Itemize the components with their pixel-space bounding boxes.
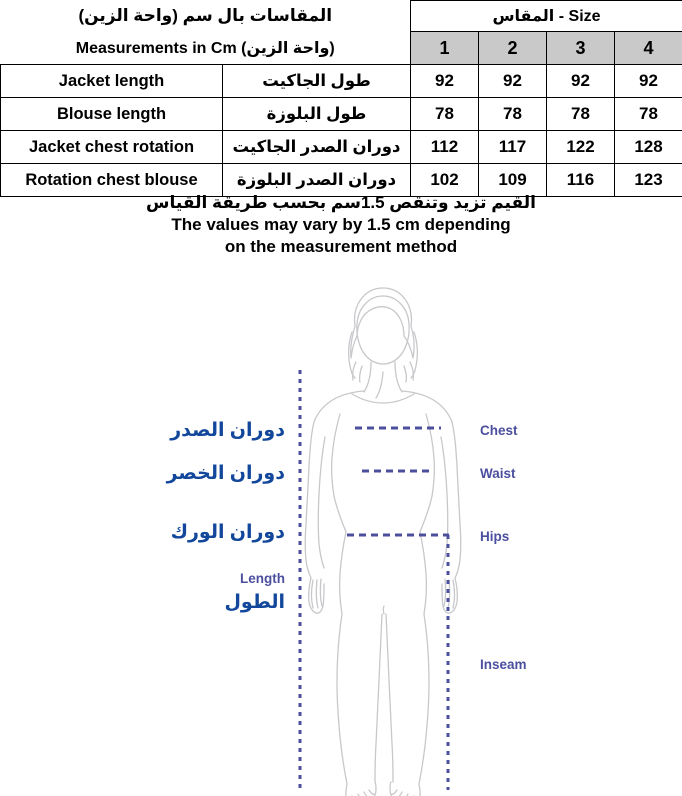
measurement-value: 123 [615, 164, 682, 197]
neck-shadow [376, 372, 383, 398]
leg-right-inner [386, 614, 393, 782]
label-chest-arabic: دوران الصدر [170, 420, 285, 441]
hair-tip-right [404, 362, 413, 382]
row-label-english: Rotation chest blouse [1, 164, 223, 197]
size-column-header-2: 2 [479, 32, 547, 65]
waist-right-curve [420, 414, 434, 532]
note-line-english-1: The values may vary by 1.5 cm depending [171, 215, 511, 234]
table-header-row-sizes [1, 32, 682, 65]
arm-left-inner [318, 437, 325, 568]
body-outline-group [305, 288, 461, 796]
label-length-english: Length [240, 571, 285, 586]
leg-left-inner [375, 614, 382, 782]
size-column-header-1: 1 [411, 32, 479, 65]
label-waist-english: Waist [480, 466, 516, 481]
table-header-row-title [1, 1, 682, 32]
table-title-arabic: المقاسات بال سم (واحة الزين) [1, 1, 411, 32]
row-label-arabic: دوران الصدر الجاكيت [223, 131, 411, 164]
note-line-arabic: القيم تزيد وتنقص 1.5سم بحسب طريقة القياس [146, 193, 536, 212]
measurement-value: 102 [411, 164, 479, 197]
measurement-value: 92 [411, 65, 479, 98]
arm-right-inner [441, 437, 448, 568]
table-row [1, 65, 682, 98]
collarbone-line [352, 394, 414, 403]
measurement-value: 128 [615, 131, 682, 164]
hand-right [442, 578, 457, 613]
arm-right-outer [455, 524, 461, 578]
label-waist-arabic: دوران الخصر [166, 463, 285, 484]
measurement-value: 78 [411, 98, 479, 131]
row-label-english: Blouse length [1, 98, 223, 131]
leg-left-outer [337, 614, 347, 784]
waist-left-curve [332, 414, 346, 532]
foot-left [346, 782, 376, 796]
label-hips-arabic: دوران الورك [170, 522, 285, 543]
measurement-value: 117 [479, 131, 547, 164]
table-title-english: Measurements in Cm (واحة الزين) [1, 32, 411, 65]
label-hips-english: Hips [480, 529, 510, 544]
foot-right [390, 782, 420, 796]
row-label-arabic: طول البلوزة [223, 98, 411, 131]
table-row [1, 131, 682, 164]
measurement-value: 78 [547, 98, 615, 131]
row-label-english: Jacket length [1, 65, 223, 98]
arm-left-outer [305, 524, 311, 578]
row-label-english: Jacket chest rotation [1, 131, 223, 164]
measurement-value: 112 [411, 131, 479, 164]
label-length-arabic: الطول [224, 592, 285, 613]
measurement-note [0, 192, 682, 258]
torso-left-outline [306, 391, 364, 524]
measurement-value: 78 [615, 98, 682, 131]
hand-left [309, 578, 324, 613]
hair-tip-left [353, 362, 362, 382]
torso-right-outline [402, 391, 460, 524]
label-chest-english: Chest [480, 423, 518, 438]
size-column-header-4: 4 [615, 32, 682, 65]
hip-right-outline [420, 532, 426, 614]
measurement-value: 122 [547, 131, 615, 164]
crotch-line [383, 606, 384, 614]
measurement-value: 92 [479, 65, 547, 98]
measurement-value: 116 [547, 164, 615, 197]
size-column-header-3: 3 [547, 32, 615, 65]
measurement-value: 92 [547, 65, 615, 98]
measurement-value: 78 [479, 98, 547, 131]
leg-right-outer [419, 614, 429, 784]
size-chart-table [0, 0, 682, 197]
measurement-value: 92 [615, 65, 682, 98]
label-inseam-english: Inseam [480, 657, 527, 672]
size-header-cell: المقاس - Size [411, 1, 682, 32]
table-row [1, 98, 682, 131]
hip-left-outline [340, 532, 346, 614]
body-figure-svg [0, 262, 682, 796]
row-label-arabic: دوران الصدر البلوزة [223, 164, 411, 197]
note-line-english-2: on the measurement method [224, 237, 458, 256]
measurement-value: 109 [479, 164, 547, 197]
body-measurement-diagram [0, 262, 682, 796]
row-label-arabic: طول الجاكيت [223, 65, 411, 98]
